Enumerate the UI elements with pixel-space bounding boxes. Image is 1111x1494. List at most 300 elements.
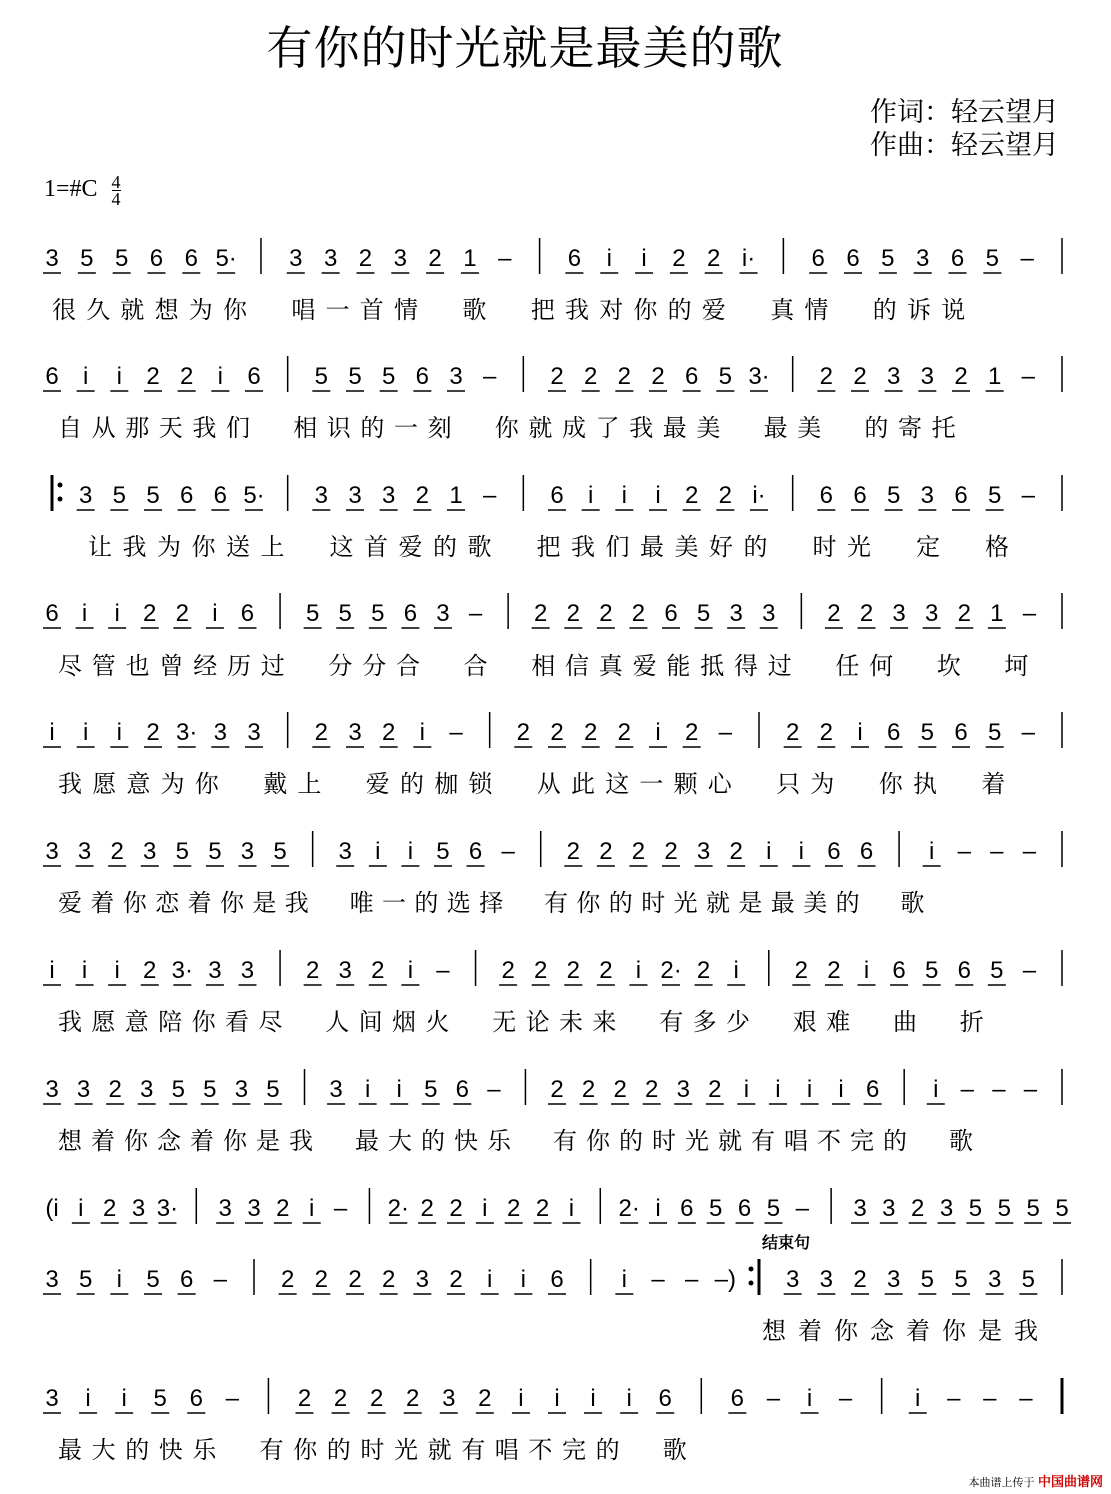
note: 3 xyxy=(436,600,450,627)
note: – xyxy=(795,1195,809,1222)
note: 2 xyxy=(566,957,580,984)
note: 5 xyxy=(338,600,352,627)
note: 6 xyxy=(179,1266,194,1293)
note: i xyxy=(114,957,120,984)
note: i xyxy=(116,1266,123,1293)
note: – xyxy=(651,1266,665,1293)
note: 3 xyxy=(393,245,407,272)
note: 2 xyxy=(371,957,385,984)
note: 5 xyxy=(171,1076,185,1103)
note: 6 xyxy=(550,1266,564,1293)
note: – xyxy=(990,838,1004,865)
note: 1 xyxy=(990,600,1004,627)
notes-line xyxy=(0,1182,1111,1242)
note: 2 xyxy=(314,719,329,746)
note: 6 xyxy=(684,363,699,390)
note: i xyxy=(606,245,612,272)
note: 3· xyxy=(171,957,193,984)
lyrics-line: 想着你念着你是我 最大的快乐 有你的时光就有唱不完的 歌 xyxy=(58,1127,982,1155)
note: 6 xyxy=(179,482,194,509)
note: 3 xyxy=(143,838,157,865)
note: i xyxy=(641,245,647,272)
note: 5 xyxy=(985,245,1000,272)
note: 5 xyxy=(886,482,901,509)
notes-line xyxy=(0,1063,1111,1123)
note: 5 xyxy=(348,363,362,390)
note: 3 xyxy=(247,719,261,746)
note: 2 xyxy=(406,1385,420,1412)
note: 2 xyxy=(583,363,598,390)
note: i· xyxy=(741,245,756,272)
note: 3 xyxy=(76,1076,91,1103)
notes-line xyxy=(0,944,1111,1004)
note: i xyxy=(419,719,426,746)
note: i xyxy=(635,957,642,984)
note: i xyxy=(933,1076,939,1103)
note: i xyxy=(775,1076,781,1103)
note: i xyxy=(838,1076,844,1103)
note: 3 xyxy=(785,1266,800,1293)
note: –) xyxy=(714,1266,737,1293)
note: 2 xyxy=(583,719,598,746)
note: 6 xyxy=(950,245,965,272)
note: 3 xyxy=(208,957,222,984)
lyrics-line: 自从那天我们 相识的一刻 你就成了我最美 最美 的寄托 xyxy=(58,414,966,442)
note: 2 xyxy=(631,838,646,865)
note: – xyxy=(498,245,512,272)
lyrics-line: 最大的快乐 有你的时光就有唱不完的 歌 xyxy=(58,1436,697,1464)
note: 5 xyxy=(1026,1195,1040,1222)
note: i xyxy=(587,482,594,509)
note: 5 xyxy=(990,957,1004,984)
note: 3 xyxy=(381,482,396,509)
note: 3 xyxy=(338,957,352,984)
note: 3 xyxy=(323,245,338,272)
note: 3 xyxy=(987,1266,1002,1293)
note: 5 xyxy=(436,838,450,865)
note: 3 xyxy=(78,482,93,509)
note: 5 xyxy=(766,1195,781,1222)
note: – xyxy=(1021,719,1036,746)
note: – xyxy=(838,1385,853,1412)
lyrics-line: 很久就想为你 唱一首情 歌 把我对你的爱 真情 的诉说 xyxy=(52,296,976,324)
note: i xyxy=(78,1195,84,1222)
note: 6 xyxy=(403,600,418,627)
note: 2 xyxy=(333,1385,348,1412)
note: 5 xyxy=(314,363,329,390)
note: 5 xyxy=(203,1076,217,1103)
key-signature xyxy=(44,174,121,207)
note: 2 xyxy=(631,600,646,627)
time-denominator: 4 xyxy=(111,189,121,209)
note: 3 xyxy=(920,482,935,509)
note: 2 xyxy=(957,600,971,627)
note: – xyxy=(1021,482,1036,509)
note: 3 xyxy=(45,1385,59,1412)
note: i xyxy=(857,719,863,746)
note: 2 xyxy=(420,1195,434,1222)
note: 5 xyxy=(273,838,287,865)
note: 2 xyxy=(297,1385,312,1412)
key-label: 1=#C xyxy=(44,176,98,203)
note: 6 xyxy=(846,245,860,272)
note: 6 xyxy=(189,1385,203,1412)
note: i xyxy=(929,838,935,865)
note: – xyxy=(983,1385,997,1412)
note: i xyxy=(568,1195,575,1222)
note: – xyxy=(436,957,450,984)
note: 5 xyxy=(987,719,1002,746)
note: 2 xyxy=(348,1266,362,1293)
note: 3 xyxy=(939,1195,954,1222)
note: 2 xyxy=(859,600,874,627)
note: i xyxy=(621,1266,628,1293)
note: 3 xyxy=(338,838,352,865)
note: 2 xyxy=(617,719,632,746)
note: 2 xyxy=(581,1076,596,1103)
note: 2· xyxy=(387,1195,409,1222)
note: 5 xyxy=(881,245,895,272)
note: – xyxy=(960,1076,974,1103)
note: 2 xyxy=(853,363,867,390)
note: 2 xyxy=(314,1266,329,1293)
note: 2 xyxy=(708,1076,722,1103)
note: 3 xyxy=(348,482,362,509)
note: – xyxy=(1020,245,1034,272)
note: – xyxy=(992,1076,1006,1103)
note: 3 xyxy=(140,1076,154,1103)
note: i xyxy=(81,957,88,984)
repeat-dot xyxy=(749,1267,754,1272)
site-logo: 中国曲谱网 xyxy=(1037,1475,1103,1490)
note: 3 xyxy=(916,245,930,272)
note: 2 xyxy=(651,363,665,390)
note: (i xyxy=(45,1195,59,1222)
note: 3· xyxy=(748,363,770,390)
note: 3 xyxy=(729,600,743,627)
note: – xyxy=(482,363,497,390)
note: 1 xyxy=(987,363,1002,390)
note: 5 xyxy=(146,1266,160,1293)
note: 6 xyxy=(853,482,867,509)
note: 2 xyxy=(103,1195,117,1222)
note: 6 xyxy=(737,1195,752,1222)
notes-line xyxy=(0,1253,1111,1313)
note: – xyxy=(1022,957,1037,984)
note: 5 xyxy=(175,838,190,865)
note: i xyxy=(518,1385,524,1412)
ending-label: 结束句 xyxy=(762,1233,811,1252)
note: 3 xyxy=(77,838,92,865)
note: i xyxy=(915,1385,921,1412)
note: 3 xyxy=(213,719,228,746)
note: 2 xyxy=(718,482,733,509)
note: 6 xyxy=(45,363,59,390)
note: i xyxy=(554,1385,560,1412)
note: i xyxy=(121,1385,127,1412)
note: i xyxy=(116,363,123,390)
note: 2 xyxy=(954,363,968,390)
note: 3 xyxy=(924,600,939,627)
note: i xyxy=(49,719,55,746)
note: 6 xyxy=(455,1076,469,1103)
note: 2 xyxy=(696,957,711,984)
note: 6 xyxy=(957,957,971,984)
note: – xyxy=(1021,363,1036,390)
repeat-dot xyxy=(58,483,63,488)
note: 2 xyxy=(449,1195,463,1222)
note: 5· xyxy=(215,245,237,272)
note: 5 xyxy=(924,957,939,984)
note: 2 xyxy=(599,600,613,627)
note: 2 xyxy=(613,1076,627,1103)
note: – xyxy=(225,1385,240,1412)
note: 2 xyxy=(550,719,564,746)
note: 2 xyxy=(507,1195,521,1222)
note: 3 xyxy=(886,1266,901,1293)
note: 6 xyxy=(247,363,261,390)
note: 6 xyxy=(865,1076,880,1103)
note: 5 xyxy=(424,1076,438,1103)
credits xyxy=(870,96,1059,162)
note: 6 xyxy=(859,838,874,865)
note: 2 xyxy=(645,1076,659,1103)
note: 2 xyxy=(827,600,841,627)
note: 3 xyxy=(314,482,329,509)
note: 6 xyxy=(954,719,968,746)
note: 6 xyxy=(415,363,430,390)
note: 2 xyxy=(143,957,157,984)
note: 2 xyxy=(911,1195,925,1222)
note: 6 xyxy=(45,600,59,627)
note: – xyxy=(957,838,971,865)
note: 3 xyxy=(234,1076,249,1103)
note: 2 xyxy=(108,1076,122,1103)
note: – xyxy=(718,719,733,746)
note: 2 xyxy=(664,838,678,865)
notes-line xyxy=(0,350,1111,410)
note: 3 xyxy=(240,838,255,865)
note: – xyxy=(684,1266,699,1293)
note: 6 xyxy=(819,482,834,509)
note: i xyxy=(396,1076,402,1103)
note: i xyxy=(407,957,414,984)
note: 2 xyxy=(566,838,580,865)
note: 5 xyxy=(112,482,127,509)
note: 2 xyxy=(143,600,157,627)
note: 5 xyxy=(1021,1266,1036,1293)
note: 3 xyxy=(45,1076,59,1103)
note: i xyxy=(486,1266,493,1293)
lyrics-line: 尽管也曾经历过 分分合 合 相信真爱能抵得过 任何 坎 坷 xyxy=(58,652,1039,680)
note: i xyxy=(655,1195,661,1222)
note: 2 xyxy=(381,1266,396,1293)
note: 2 xyxy=(146,719,160,746)
note: 2 xyxy=(550,1076,564,1103)
note: 2 xyxy=(428,245,442,272)
note: 2 xyxy=(599,957,613,984)
note: i xyxy=(621,482,628,509)
note: 2 xyxy=(729,838,743,865)
note: 3 xyxy=(45,838,59,865)
note: 3 xyxy=(240,957,255,984)
note: 6 xyxy=(664,600,678,627)
note: i xyxy=(407,838,414,865)
note: – xyxy=(213,1266,228,1293)
note: 5 xyxy=(968,1195,983,1222)
note: 3 xyxy=(882,1195,896,1222)
repeat-dot xyxy=(58,497,63,502)
note: – xyxy=(1022,600,1037,627)
note: – xyxy=(468,600,483,627)
lyrics-line: 想着你念着你是我 xyxy=(762,1317,1050,1345)
note: 2 xyxy=(684,719,699,746)
note: 2 xyxy=(276,1195,290,1222)
note: 2 xyxy=(478,1385,492,1412)
lyrics-line: 让我为你送上 这首爱的歌 把我们最美好的 时光 定 格 xyxy=(88,533,1020,561)
note: – xyxy=(333,1195,348,1222)
note: 6 xyxy=(730,1385,745,1412)
note: – xyxy=(1023,1076,1038,1103)
note: 2 xyxy=(535,1195,550,1222)
note: 3 xyxy=(442,1385,456,1412)
note: i xyxy=(743,1076,750,1103)
notes-line xyxy=(0,232,1111,292)
note: 3 xyxy=(329,1076,343,1103)
note: 6 xyxy=(827,838,841,865)
note: 3 xyxy=(247,1195,261,1222)
note: 6 xyxy=(184,245,198,272)
note: i xyxy=(806,1076,813,1103)
note: 2 xyxy=(175,600,190,627)
lyrics-line: 我愿意陪你看尽 人间烟火 无论未来 有多少 艰难 曲 折 xyxy=(58,1008,994,1036)
note: 2 xyxy=(449,1266,463,1293)
note: 2 xyxy=(369,1385,384,1412)
note: i xyxy=(212,600,218,627)
note: 2 xyxy=(516,719,531,746)
note: 2· xyxy=(660,957,682,984)
note: 2 xyxy=(794,957,809,984)
note: 3 xyxy=(892,600,906,627)
note: 5 xyxy=(954,1266,968,1293)
note: 3 xyxy=(696,838,711,865)
note: i xyxy=(49,957,55,984)
note: 5 xyxy=(78,1266,93,1293)
note: i xyxy=(81,600,88,627)
song-title: 有你的时光就是最美的歌 xyxy=(266,21,784,75)
note: 5 xyxy=(997,1195,1011,1222)
note: 2 xyxy=(381,719,396,746)
note: 6 xyxy=(240,600,255,627)
note: 3 xyxy=(45,245,59,272)
note: 1 xyxy=(449,482,463,509)
note: 2 xyxy=(566,600,580,627)
note: 2 xyxy=(280,1266,295,1293)
note: i xyxy=(364,1076,371,1103)
note: 2 xyxy=(534,957,548,984)
note: – xyxy=(947,1385,961,1412)
note: 6 xyxy=(550,482,564,509)
note: i xyxy=(733,957,739,984)
note: 2 xyxy=(684,482,699,509)
note: 3 xyxy=(131,1195,146,1222)
note: – xyxy=(1022,838,1037,865)
note: i xyxy=(114,600,120,627)
note: i xyxy=(863,957,870,984)
note: 2 xyxy=(599,838,613,865)
note: 1 xyxy=(463,245,477,272)
note: 2 xyxy=(110,838,124,865)
note: 2 xyxy=(550,363,564,390)
lyricist: 作词：轻云望月 xyxy=(870,97,1059,128)
note: 6 xyxy=(954,482,968,509)
note: i xyxy=(626,1385,632,1412)
note: i xyxy=(655,719,661,746)
note: 5 xyxy=(305,600,320,627)
note: – xyxy=(766,1385,781,1412)
note: 2 xyxy=(819,719,834,746)
note: 3 xyxy=(853,1195,867,1222)
note: 3 xyxy=(920,363,935,390)
note: 5 xyxy=(987,482,1002,509)
note: 5 xyxy=(920,1266,935,1293)
lyrics-line: 我愿意为你 戴上 爱的枷锁 从此这一颗心 只为 你执 着 xyxy=(58,770,1016,798)
repeat-dot xyxy=(749,1281,754,1286)
note: i xyxy=(798,838,805,865)
composer: 作曲：轻云望月 xyxy=(870,130,1059,161)
note: i xyxy=(766,838,772,865)
note: 5 xyxy=(920,719,935,746)
note: i xyxy=(375,838,381,865)
note: 3 xyxy=(886,363,901,390)
note: 5 xyxy=(146,482,160,509)
note: 2 xyxy=(534,600,548,627)
notes-line xyxy=(0,587,1111,647)
note: 3 xyxy=(449,363,463,390)
note: 5 xyxy=(371,600,385,627)
notes-line xyxy=(0,1372,1111,1432)
note: 6 xyxy=(149,245,164,272)
footer-text: 本曲谱上传于 xyxy=(968,1476,1035,1489)
note: 6 xyxy=(213,482,228,509)
note: 5 xyxy=(696,600,711,627)
note: – xyxy=(1019,1385,1033,1412)
note: 3 xyxy=(218,1195,232,1222)
note: i xyxy=(217,363,224,390)
time-numerator: 4 xyxy=(111,172,121,192)
note: 3· xyxy=(156,1195,179,1222)
note: 5 xyxy=(80,245,94,272)
note: – xyxy=(449,719,463,746)
note: 2 xyxy=(501,957,515,984)
note: 2 xyxy=(415,482,430,509)
note: 6 xyxy=(886,719,901,746)
note: 2 xyxy=(358,245,373,272)
note: 2 xyxy=(785,719,800,746)
note: 5 xyxy=(266,1076,280,1103)
note: i xyxy=(590,1385,596,1412)
note: 2 xyxy=(305,957,320,984)
time-signature xyxy=(112,174,121,207)
note: i xyxy=(806,1385,813,1412)
note: 5 xyxy=(208,838,222,865)
note: i xyxy=(85,1385,91,1412)
note: 5 xyxy=(153,1385,167,1412)
notes-line xyxy=(0,825,1111,885)
note: 5 xyxy=(1055,1195,1069,1222)
note: 6 xyxy=(658,1385,672,1412)
note: 2 xyxy=(672,245,686,272)
